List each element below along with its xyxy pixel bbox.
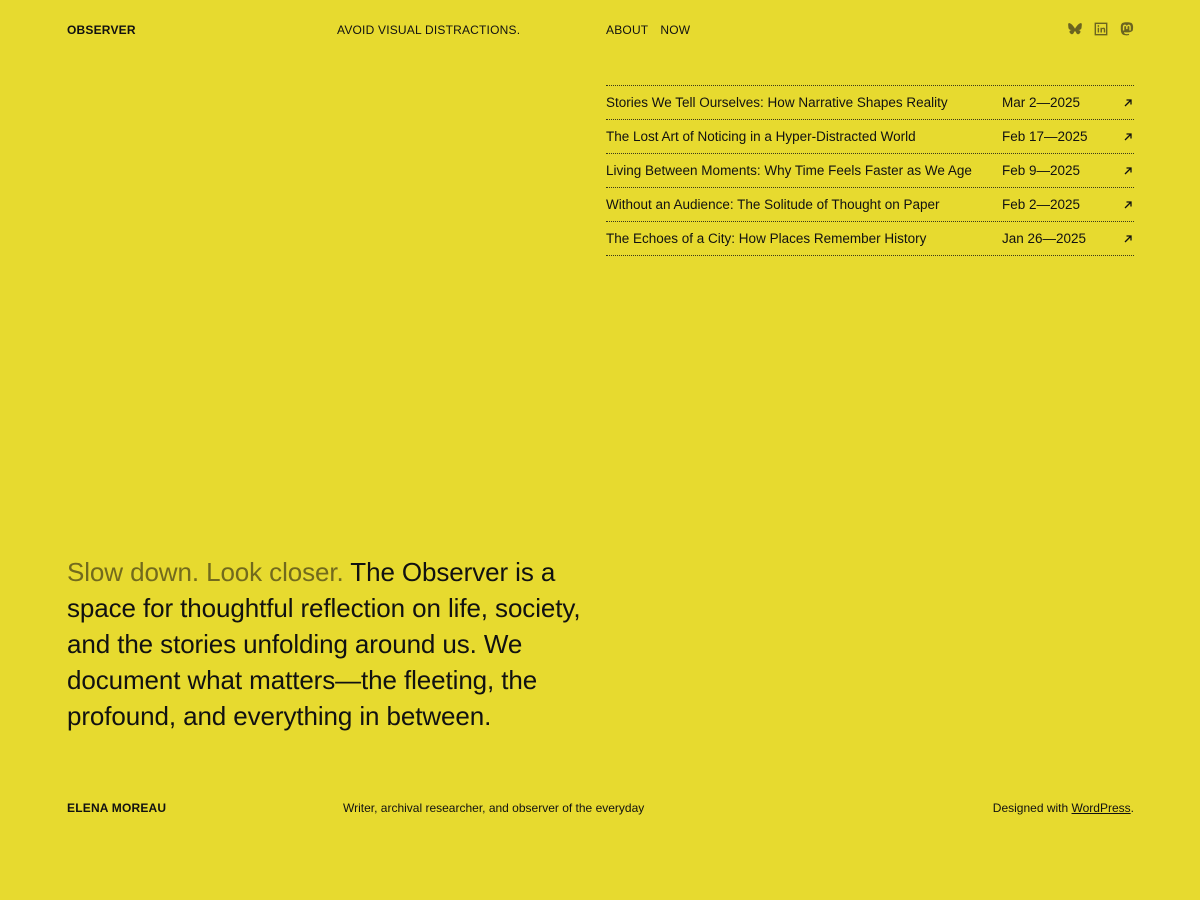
post-date: Feb 17—2025 [1002,129,1088,144]
intro-statement [67,554,607,734]
post-title: The Lost Art of Noticing in a Hyper-Distracted World [606,129,916,144]
nav-now[interactable]: NOW [660,23,691,37]
footer-author-bio: Writer, archival researcher, and observer of the everyday [343,801,645,815]
intro-body: The Observer is a space for thoughtful reflection on life, society, and the stories unfolding around us. We document what matters—the fleeting, the profound, and everything in between. [67,557,581,731]
wordpress-link[interactable]: WordPress [1071,801,1131,815]
mastodon-icon[interactable] [1120,22,1134,36]
arrow-up-right-icon [1123,166,1133,176]
footer-credit-suffix: . [1130,801,1134,815]
arrow-up-right-icon [1123,98,1133,108]
main-nav [606,23,690,37]
post-list-item [606,120,1134,154]
post-title: Stories We Tell Ourselves: How Narrative Shapes Reality [606,95,948,110]
post-link[interactable] [606,120,1134,154]
post-date: Feb 9—2025 [1002,163,1081,178]
post-title: Living Between Moments: Why Time Feels Faster as We Age [606,163,972,178]
site-title[interactable]: OBSERVER [67,23,136,37]
site-tagline: AVOID VISUAL DISTRACTIONS. [337,23,521,37]
intro-lead: Slow down. Look closer. [67,557,344,587]
arrow-up-right-icon [1123,200,1133,210]
footer-credit-prefix: Designed with [992,801,1072,815]
linkedin-icon[interactable] [1094,22,1108,36]
post-title: Without an Audience: The Solitude of Thought on Paper [606,197,940,212]
post-date: Jan 26—2025 [1002,231,1087,246]
post-title: The Echoes of a City: How Places Remember History [606,231,927,246]
post-date: Feb 2—2025 [1002,197,1081,212]
post-date: Mar 2—2025 [1002,95,1081,110]
bluesky-icon[interactable] [1068,22,1082,36]
footer-credit [993,801,1134,815]
post-link[interactable] [606,222,1134,256]
post-list-item [606,222,1134,256]
arrow-up-right-icon [1123,132,1133,142]
footer-author-name: ELENA MOREAU [67,801,167,815]
post-link[interactable] [606,86,1134,120]
post-list-item [606,188,1134,222]
post-link[interactable] [606,154,1134,188]
social-links [1068,22,1134,36]
post-link[interactable] [606,188,1134,222]
nav-about[interactable]: ABOUT [606,23,649,37]
post-list [606,85,1134,256]
post-list-item [606,154,1134,188]
post-list-item [606,86,1134,120]
arrow-up-right-icon [1123,234,1133,244]
